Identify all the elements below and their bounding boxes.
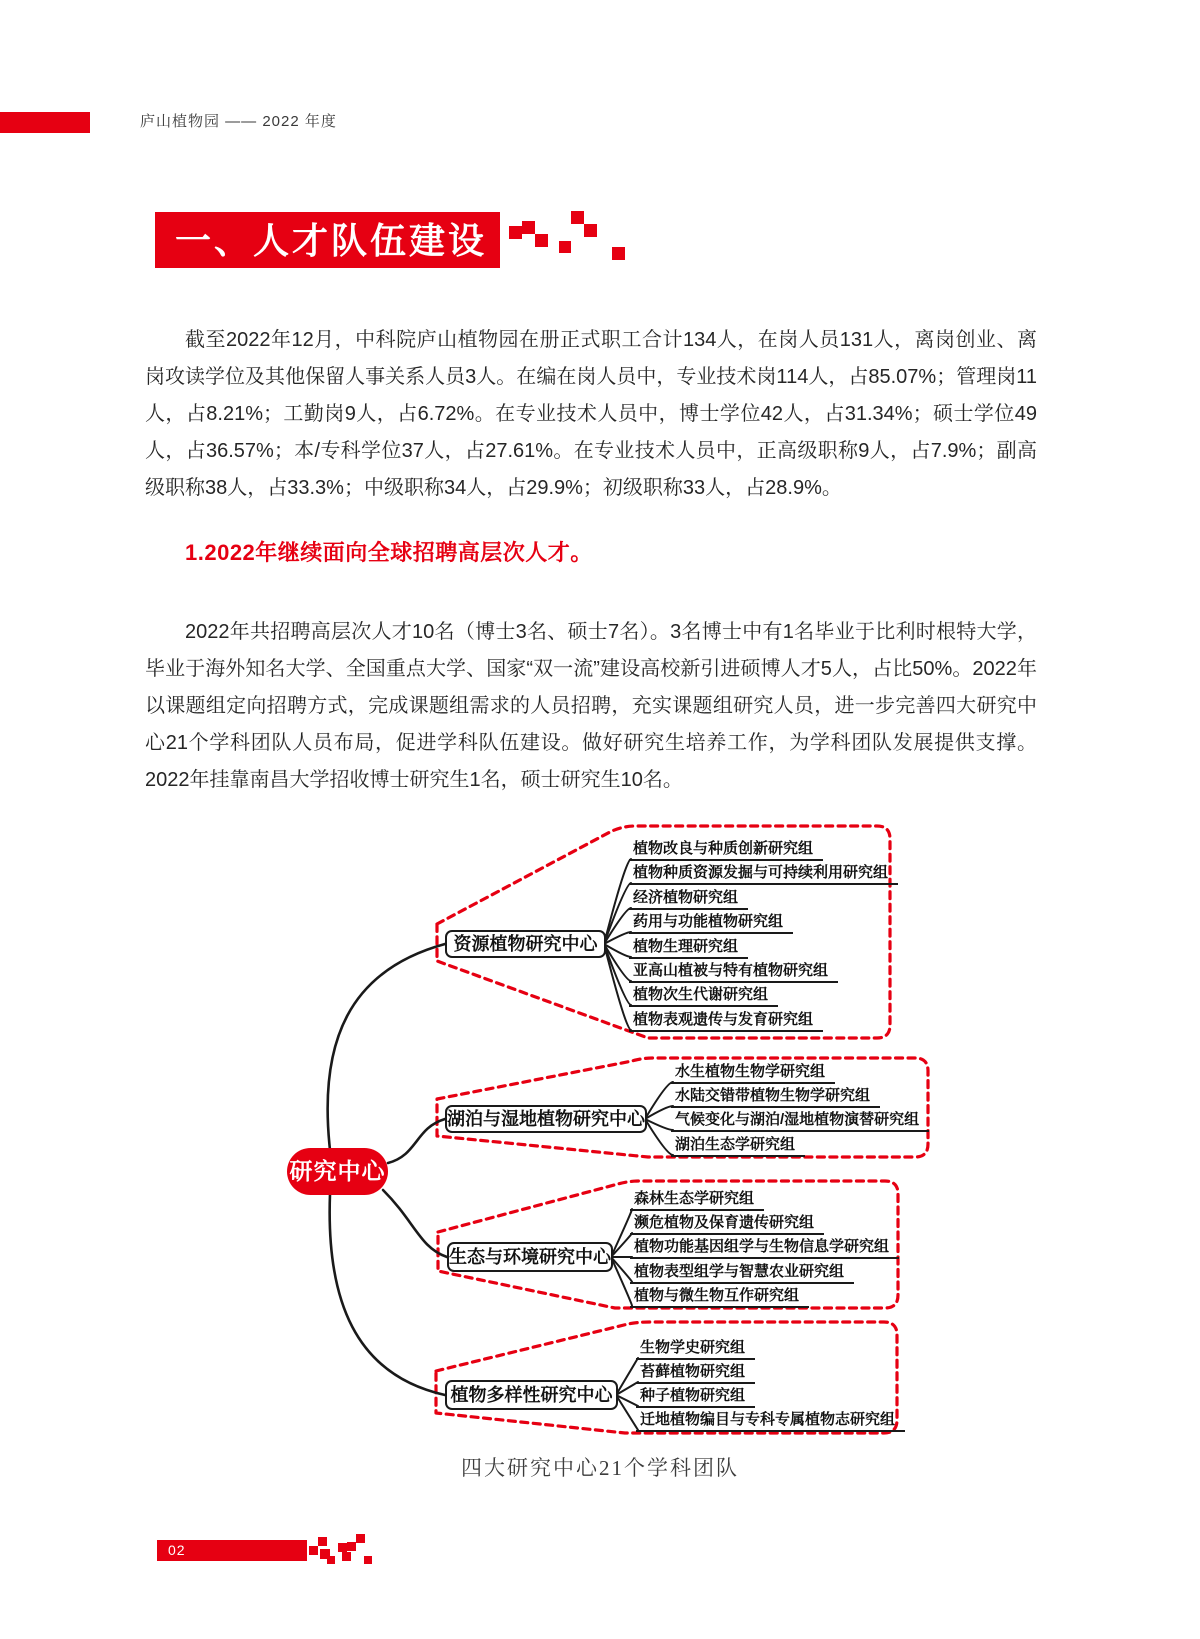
research-group-item: 经济植物研究组 [629,888,748,910]
research-group-item: 植物表观遗传与发育研究组 [629,1010,823,1032]
figure-caption: 四大研究中心21个学科团队 [461,1456,739,1480]
research-group-item: 迁地植物编目与专科专属植物志研究组 [636,1410,905,1432]
pixel-square [327,1556,335,1564]
research-group-item: 气候变化与湖泊/湿地植物演替研究组 [671,1110,929,1132]
research-group-item: 植物改良与种质创新研究组 [629,839,823,861]
mindmap-root-node: 研究中心 [287,1148,388,1195]
research-group-item: 亚高山植被与特有植物研究组 [629,961,838,983]
section-title: 一、人才队伍建设 [175,220,488,261]
research-group-item: 药用与功能植物研究组 [629,912,793,934]
root-branch-line [383,1190,447,1257]
pixel-square [364,1556,372,1564]
research-group-item: 植物与微生物互作研究组 [630,1286,809,1308]
pixel-square [342,1552,351,1561]
paragraph-staffing: 截至2022年12月，中科院庐山植物园在册正式职工合计134人，在岗人员131人，离岗创业、离岗攻读学位及其他保留人事关系人员3人。在编在岗人员中，专业技术岗114人，占85.07%；管理岗11人，占8.21%；工勤岗9人，占6.72%。在专业技术人员中，博士学位42人，占31.34%；硕士学位49人，占36.57%；本/专科学位37人，占27.61%。在专业技术人员中，正高级职称9人，占7.9%；副高级职称38人，占33.3%；中级职称34人，占29.9%；初级职称33人，占28.9%。 [145,329,1037,499]
footer-red-bar [157,1540,307,1561]
research-group-item: 生物学史研究组 [636,1338,755,1360]
research-center-node: 生态与环境研究中心 [447,1242,613,1272]
research-group-item: 森林生态学研究组 [630,1189,764,1211]
research-center-node: 湖泊与湿地植物研究中心 [445,1105,647,1133]
research-group-item: 植物次生代谢研究组 [629,985,778,1007]
research-center-node: 资源植物研究中心 [445,930,606,958]
research-group-item: 植物种质资源发掘与可持续利用研究组 [629,863,898,885]
paragraph-recruitment: 2022年共招聘高层次人才10名（博士3名、硕士7名）。3名博士中有1名毕业于比利时根特大学，毕业于海外知名大学、全国重点大学、国家“双一流”建设高校新引进硕博人才5人，占比50%。2022年以课题组定向招聘方式，完成课题组需求的人员招聘，充实课题组研究人员，进一步完善四大研究中心21个学科团队人员布局，促进学科队伍建设。做好研究生培养工作，为学科团队发展提供支撑。2022年挂靠南昌大学招收博士研究生1名，硕士研究生10名。 [145,621,1037,791]
research-group-item: 植物生理研究组 [629,937,748,959]
page-number: 02 [168,1542,186,1558]
pixel-square [338,1543,347,1552]
root-branch-line [328,944,445,1150]
branch-line [611,1209,632,1257]
pixel-square [309,1546,318,1555]
root-branch-line [330,1194,445,1395]
research-group-item: 湖泊生态学研究组 [671,1135,805,1157]
research-center-node: 植物多样性研究中心 [445,1380,618,1410]
pixel-square [356,1534,365,1543]
branch-line [611,1257,632,1306]
pixel-square [347,1542,356,1551]
branch-line [645,1119,673,1155]
research-group-item: 水生植物生物学研究组 [671,1062,835,1084]
subheading-recruitment: 1.2022年继续面向全球招聘高层次人才。 [185,540,593,565]
research-group-item: 水陆交错带植物生物学研究组 [671,1086,880,1108]
running-head: 庐山植物园 —— 2022 年度 [140,113,337,130]
branch-line [645,1082,673,1119]
research-group-item: 濒危植物及保育遗传研究组 [630,1213,824,1235]
research-group-item: 植物功能基因组学与生物信息学研究组 [630,1237,899,1259]
pixel-square [318,1537,327,1546]
research-group-item: 苔藓植物研究组 [636,1362,755,1384]
research-group-item: 植物表型组学与智慧农业研究组 [630,1262,854,1284]
research-group-item: 种子植物研究组 [636,1386,755,1408]
branch-line [611,1233,632,1257]
